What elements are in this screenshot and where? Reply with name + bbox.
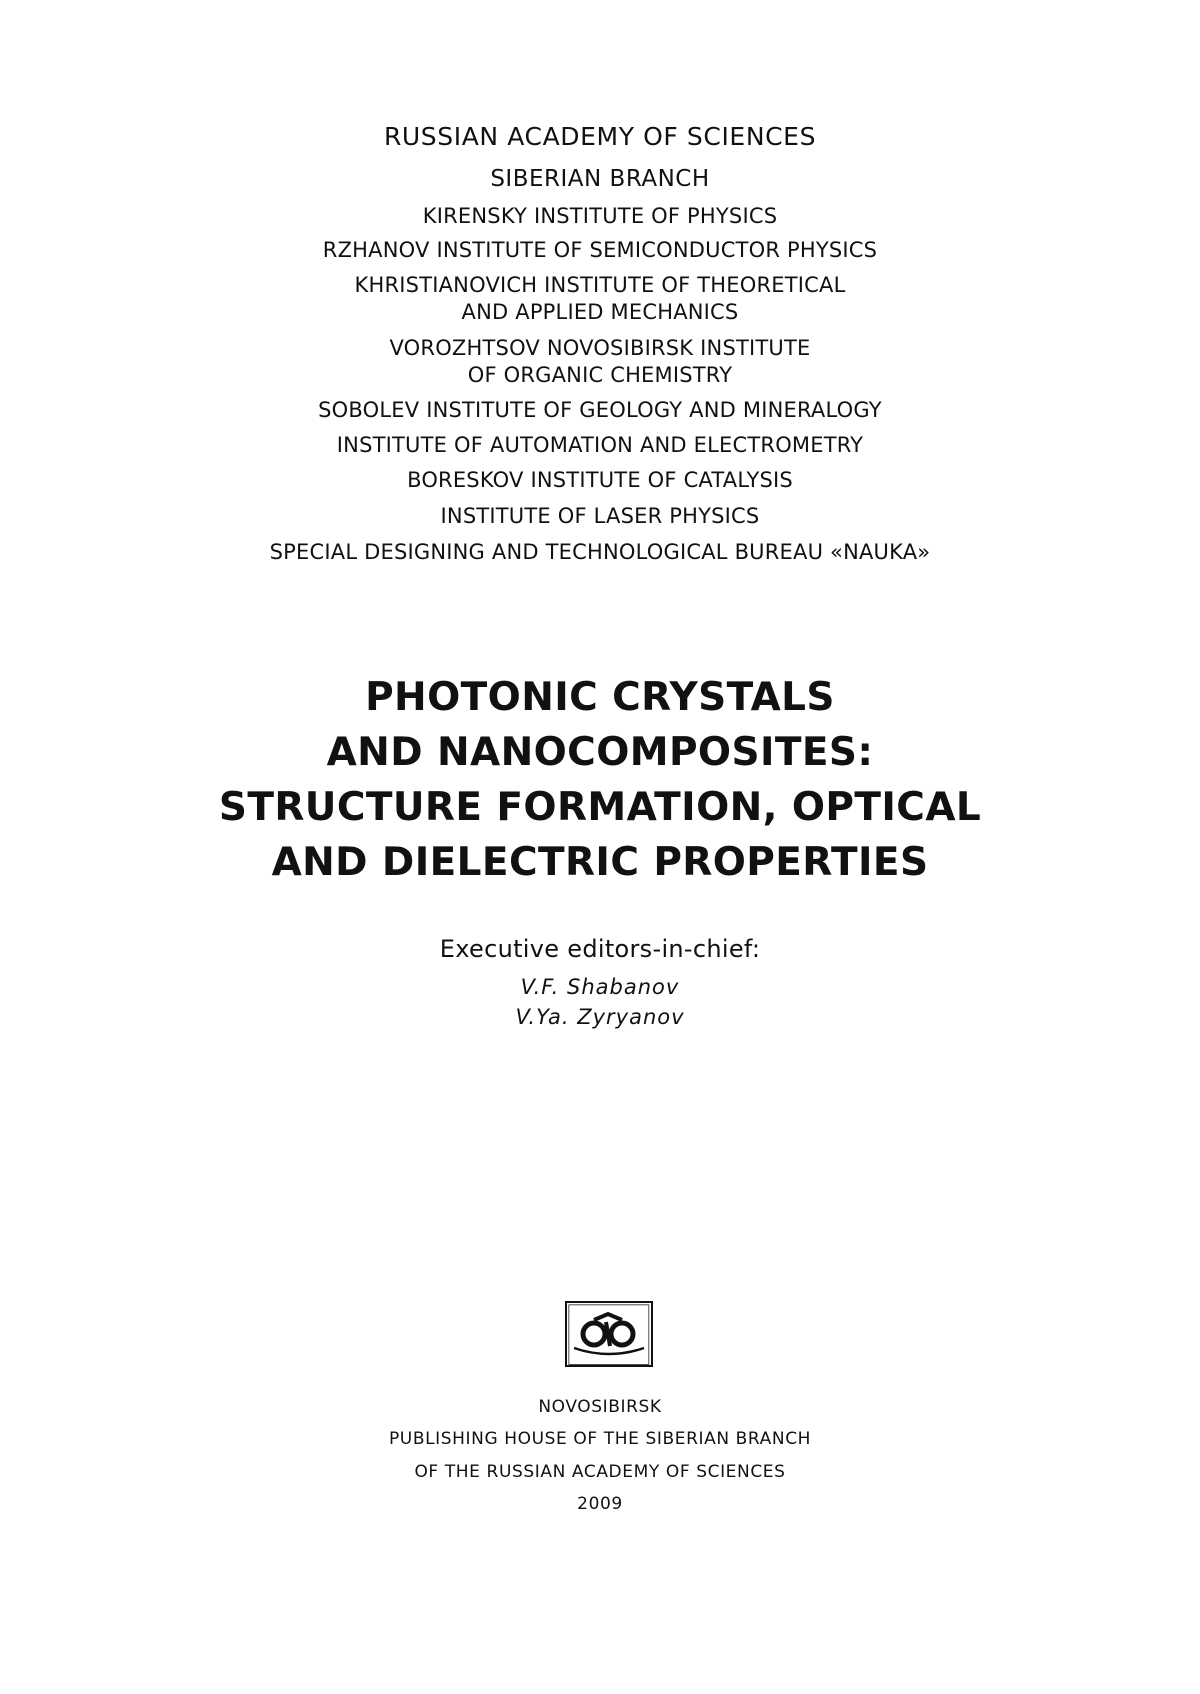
book-title-line: AND NANOCOMPOSITES: <box>326 730 874 775</box>
book-title-line: AND DIELECTRIC PROPERTIES <box>271 840 929 885</box>
institute-line: AND APPLIED MECHANICS <box>461 300 739 324</box>
institute-line: BORESKOV INSTITUTE OF CATALYSIS <box>407 468 793 492</box>
book-title-line: PHOTONIC CRYSTALS <box>365 675 835 720</box>
institute-line: SPECIAL DESIGNING AND TECHNOLOGICAL BUREAU «NAUKA» <box>269 540 931 564</box>
institute-line: OF ORGANIC CHEMISTRY <box>467 363 733 387</box>
branch-name: SIBERIAN BRANCH <box>490 166 710 192</box>
editor-name: V.Ya. Zyryanov <box>515 1005 685 1029</box>
institute-line: VOROZHTSOV NOVOSIBIRSK INSTITUTE <box>389 336 811 360</box>
institute-line: KHRISTIANOVICH INSTITUTE OF THEORETICAL <box>354 273 846 297</box>
institute-line: RZHANOV INSTITUTE OF SEMICONDUCTOR PHYSICS <box>322 238 878 262</box>
institute-line: SOBOLEV INSTITUTE OF GEOLOGY AND MINERALOGY <box>318 398 882 422</box>
editors-label: Executive editors-in-chief: <box>439 935 761 963</box>
institute-line: INSTITUTE OF AUTOMATION AND ELECTROMETRY <box>336 433 864 457</box>
publisher-logo-icon <box>564 1300 654 1368</box>
publication-year: 2009 <box>577 1494 623 1514</box>
editor-name: V.F. Shabanov <box>520 975 680 999</box>
publisher-city: NOVOSIBIRSK <box>538 1397 662 1417</box>
academy-name: RUSSIAN ACADEMY OF SCIENCES <box>383 122 817 151</box>
institute-line: KIRENSKY INSTITUTE OF PHYSICS <box>422 204 778 228</box>
book-title-line: STRUCTURE FORMATION, OPTICAL <box>218 785 982 830</box>
institute-line: INSTITUTE OF LASER PHYSICS <box>440 504 760 528</box>
publisher-name-line: PUBLISHING HOUSE OF THE SIBERIAN BRANCH <box>388 1429 812 1449</box>
publisher-name-line: OF THE RUSSIAN ACADEMY OF SCIENCES <box>414 1462 786 1482</box>
